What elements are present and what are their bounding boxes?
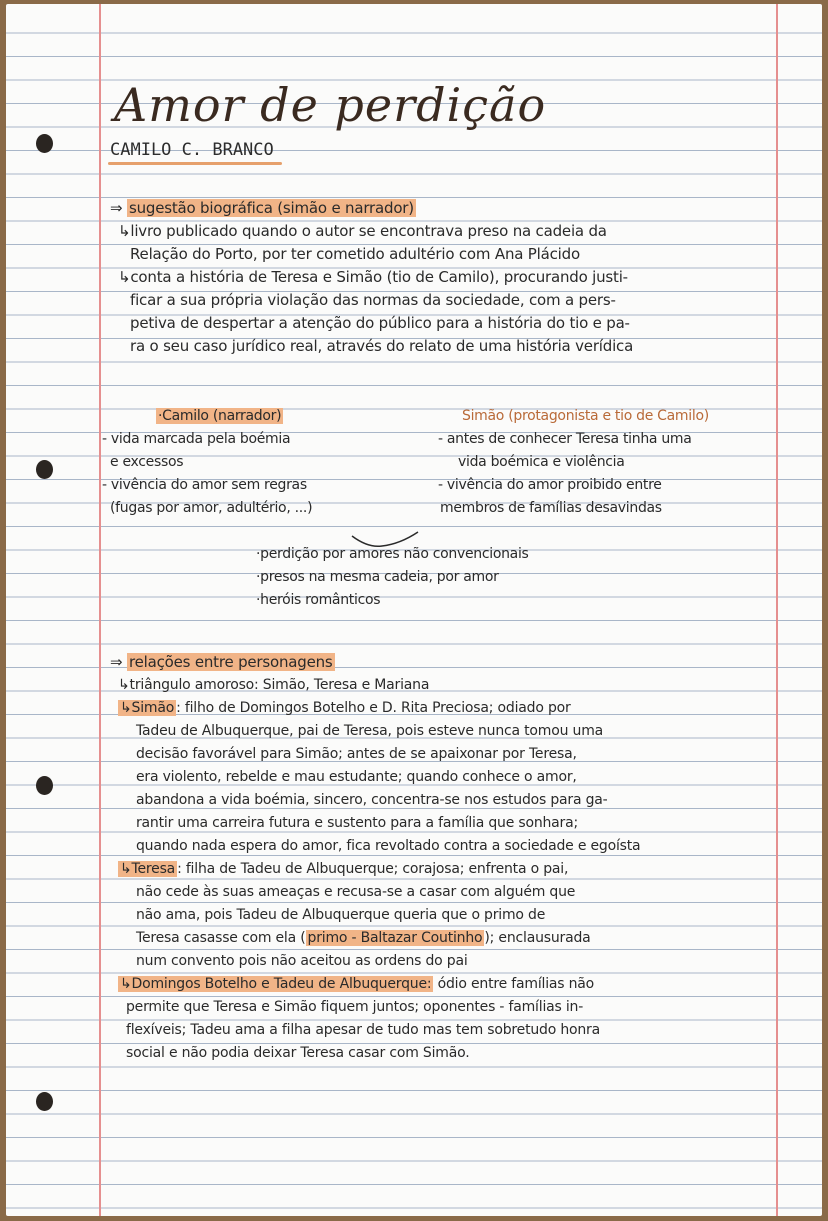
page-title: Amor de perdição [114, 78, 547, 132]
simao-line: vida boémica e violência [458, 454, 625, 470]
text-line: não cede às suas ameaças e recusa-se a casar com alguém que [136, 884, 576, 900]
notebook-page [6, 4, 822, 1216]
text-line: ↳conta a história de Teresa e Simão (tio de Camilo), procurando justi- [118, 268, 628, 286]
text-line: rantir uma carreira futura e sustento para a família que sonhara; [136, 815, 578, 831]
left-margin-line [99, 4, 101, 1216]
text-line: ↳livro publicado quando o autor se encontrava preso na cadeia da [118, 222, 607, 240]
common-line: ·perdição por amores não convencionais [256, 546, 529, 562]
section-heading-relacoes [110, 652, 335, 672]
simao-heading: Simão (protagonista e tio de Camilo) [462, 408, 709, 424]
author-name: CAMILO C. BRANCO [110, 140, 274, 160]
binder-hole [36, 134, 53, 153]
text-line: abandona a vida boémia, sincero, concentra-se nos estudos para ga- [136, 792, 608, 808]
text-line: Relação do Porto, por ter cometido adultério com Ana Plácido [130, 245, 580, 263]
simao-line: - vivência do amor proibido entre [438, 477, 662, 493]
simao-line: - antes de conhecer Teresa tinha uma [438, 431, 692, 447]
heading-label: sugestão biográfica (simão e narrador) [128, 199, 414, 217]
binder-hole [36, 776, 53, 795]
text-line: ra o seu caso jurídico real, através do relato de uma história verídica [130, 337, 634, 355]
text-line: decisão favorável para Simão; antes de se apaixonar por Teresa, [136, 746, 577, 762]
text-line: não ama, pois Tadeu de Albuquerque queria que o primo de [136, 907, 546, 923]
camilo-line: e excessos [110, 454, 184, 470]
text-line: permite que Teresa e Simão fiquem juntos; oponentes - famílias in- [126, 999, 584, 1015]
arrow-icon: ⇒ [110, 653, 123, 671]
common-line: ·presos na mesma cadeia, por amor [256, 569, 499, 585]
camilo-line: - vida marcada pela boémia [102, 431, 291, 447]
text-line: ↳triângulo amoroso: Simão, Teresa e Mariana [118, 677, 430, 693]
right-margin-line [776, 4, 778, 1216]
common-line: ·heróis românticos [256, 592, 381, 608]
text-line: ficar a sua própria violação das normas da sociedade, com a pers- [130, 291, 616, 309]
arrow-icon: ⇒ [110, 199, 123, 217]
author-underline [108, 162, 282, 165]
families-entry: ↳Domingos Botelho e Tadeu de Albuquerque: ódio entre famílias não [120, 976, 595, 992]
teresa-cousin-line: Teresa casasse com ela ( primo - Baltazar Coutinho ); enclausurada [136, 930, 591, 946]
camilo-line: - vivência do amor sem regras [102, 477, 307, 493]
binder-hole [36, 460, 53, 479]
section-heading-biografica [110, 198, 416, 218]
text-line: petiva de despertar a atenção do público para a história do tio e pa- [130, 314, 630, 332]
text-line: social e não podia deixar Teresa casar com Simão. [126, 1045, 470, 1061]
text-line: quando nada espera do amor, fica revoltado contra a sociedade e egoísta [136, 838, 641, 854]
binder-hole [36, 1092, 53, 1111]
camilo-heading: ·Camilo (narrador) [158, 408, 282, 424]
heading-label: relações entre personagens [128, 653, 333, 671]
simao-entry: ↳Simão : filho de Domingos Botelho e D. Rita Preciosa; odiado por [120, 700, 571, 716]
text-line: num convento pois não aceitou as ordens do pai [136, 953, 468, 969]
text-line: era violento, rebelde e mau estudante; quando conhece o amor, [136, 769, 577, 785]
simao-line: membros de famílias desavindas [440, 500, 662, 516]
text-line: Tadeu de Albuquerque, pai de Teresa, pois esteve nunca tomou uma [136, 723, 604, 739]
camilo-line: (fugas por amor, adultério, ...) [110, 500, 313, 516]
teresa-entry: ↳Teresa : filha de Tadeu de Albuquerque; corajosa; enfrenta o pai, [120, 861, 569, 877]
text-line: flexíveis; Tadeu ama a filha apesar de tudo mas tem sobretudo honra [126, 1022, 600, 1038]
